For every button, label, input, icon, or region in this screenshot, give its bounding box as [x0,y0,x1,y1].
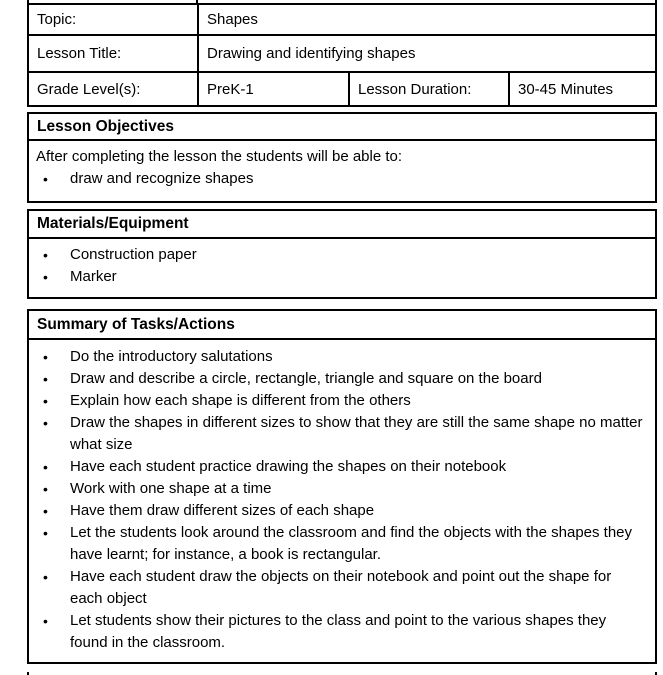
list-item [29,168,647,190]
list-item-text: Have them draw different sizes of each shape [70,502,375,519]
lesson-duration-value-cell [510,73,655,105]
list-item [29,610,647,654]
bullet-icon: • [43,459,48,475]
materials-equipment-content [29,239,655,288]
lesson-duration-label: Lesson Duration: [358,80,472,98]
list-item-text: Have each student draw the objects on their notebook and point out the shape for each object [70,568,612,607]
lesson-title-label-cell [29,36,199,73]
materials-bullet-list [29,244,647,288]
lesson-title-value: Drawing and identifying shapes [207,45,416,62]
bullet-icon: • [43,269,48,285]
list-item-text: Draw and describe a circle, rectangle, triangle and square on the board [70,370,542,387]
list-item [29,266,647,288]
topic-value-cell [199,5,655,36]
list-item [29,368,647,390]
bullet-icon: • [43,525,48,541]
objectives-bullet-list [29,168,647,190]
section-title-text: Materials/Equipment [37,215,189,232]
objectives-intro: After completing the lesson the students will be able to: [36,148,403,165]
list-item-text: Do the introductory salutations [70,348,273,365]
list-item-text: Draw the shapes in different sizes to show that they are still the same shape no matter what size [70,414,643,453]
section-title-text: Lesson Objectives [37,117,174,135]
bullet-icon: • [43,349,48,365]
list-item [29,566,647,610]
section-lesson-objectives [27,112,657,203]
grade-level-label-cell [29,73,199,105]
bullet-icon: • [43,503,48,519]
list-item [29,390,647,412]
list-item [29,500,647,522]
section-summary-of-tasks [27,309,657,664]
list-item-text: Have each student practice drawing the shapes on their notebook [70,458,507,475]
lesson-title-label: Lesson Title: [37,45,122,62]
list-item-text: Explain how each shape is different from the others [70,392,411,409]
lesson-objectives-title [29,114,655,141]
list-item [29,412,647,456]
list-item [29,522,647,566]
lesson-objectives-content [29,141,655,190]
bullet-icon: • [43,247,48,263]
summary-of-tasks-content [29,340,655,654]
list-item [29,456,647,478]
summary-bullet-list [29,346,647,654]
list-item-text: Marker [70,268,117,285]
bullet-icon: • [43,481,48,497]
list-item-text: Construction paper [70,246,197,263]
list-item-text: Let the students look around the classroom and find the objects with the shapes they have learnt; for instance, a book is rectangular. [70,524,633,563]
list-item-text: Let students show their pictures to the class and point to the various shapes they found in the classroom. [70,612,607,651]
bullet-icon: • [43,371,48,387]
topic-value: Shapes [207,11,258,28]
topic-label: Topic: [37,11,77,28]
list-item-text: Work with one shape at a time [70,480,272,497]
grade-level-label: Grade Level(s): [37,80,141,98]
summary-of-tasks-title [29,311,655,340]
topic-label-cell [29,5,199,36]
list-item [29,346,647,368]
info-table [27,3,657,107]
bullet-icon: • [43,393,48,409]
list-item [29,244,647,266]
list-item-text: draw and recognize shapes [70,170,254,187]
lesson-title-value-cell [199,36,655,73]
lesson-duration-label-cell [350,73,510,105]
bullet-icon: • [43,171,48,187]
bullet-icon: • [43,613,48,629]
list-item [29,478,647,500]
bullet-icon: • [43,415,48,431]
section-materials-equipment [27,209,657,299]
grade-level-value: PreK-1 [207,80,254,98]
lesson-duration-value: 30-45 Minutes [518,80,614,98]
materials-equipment-title [29,211,655,239]
bullet-icon: • [43,569,48,585]
section-title-text: Summary of Tasks/Actions [37,315,235,333]
grade-level-value-cell [199,73,350,105]
